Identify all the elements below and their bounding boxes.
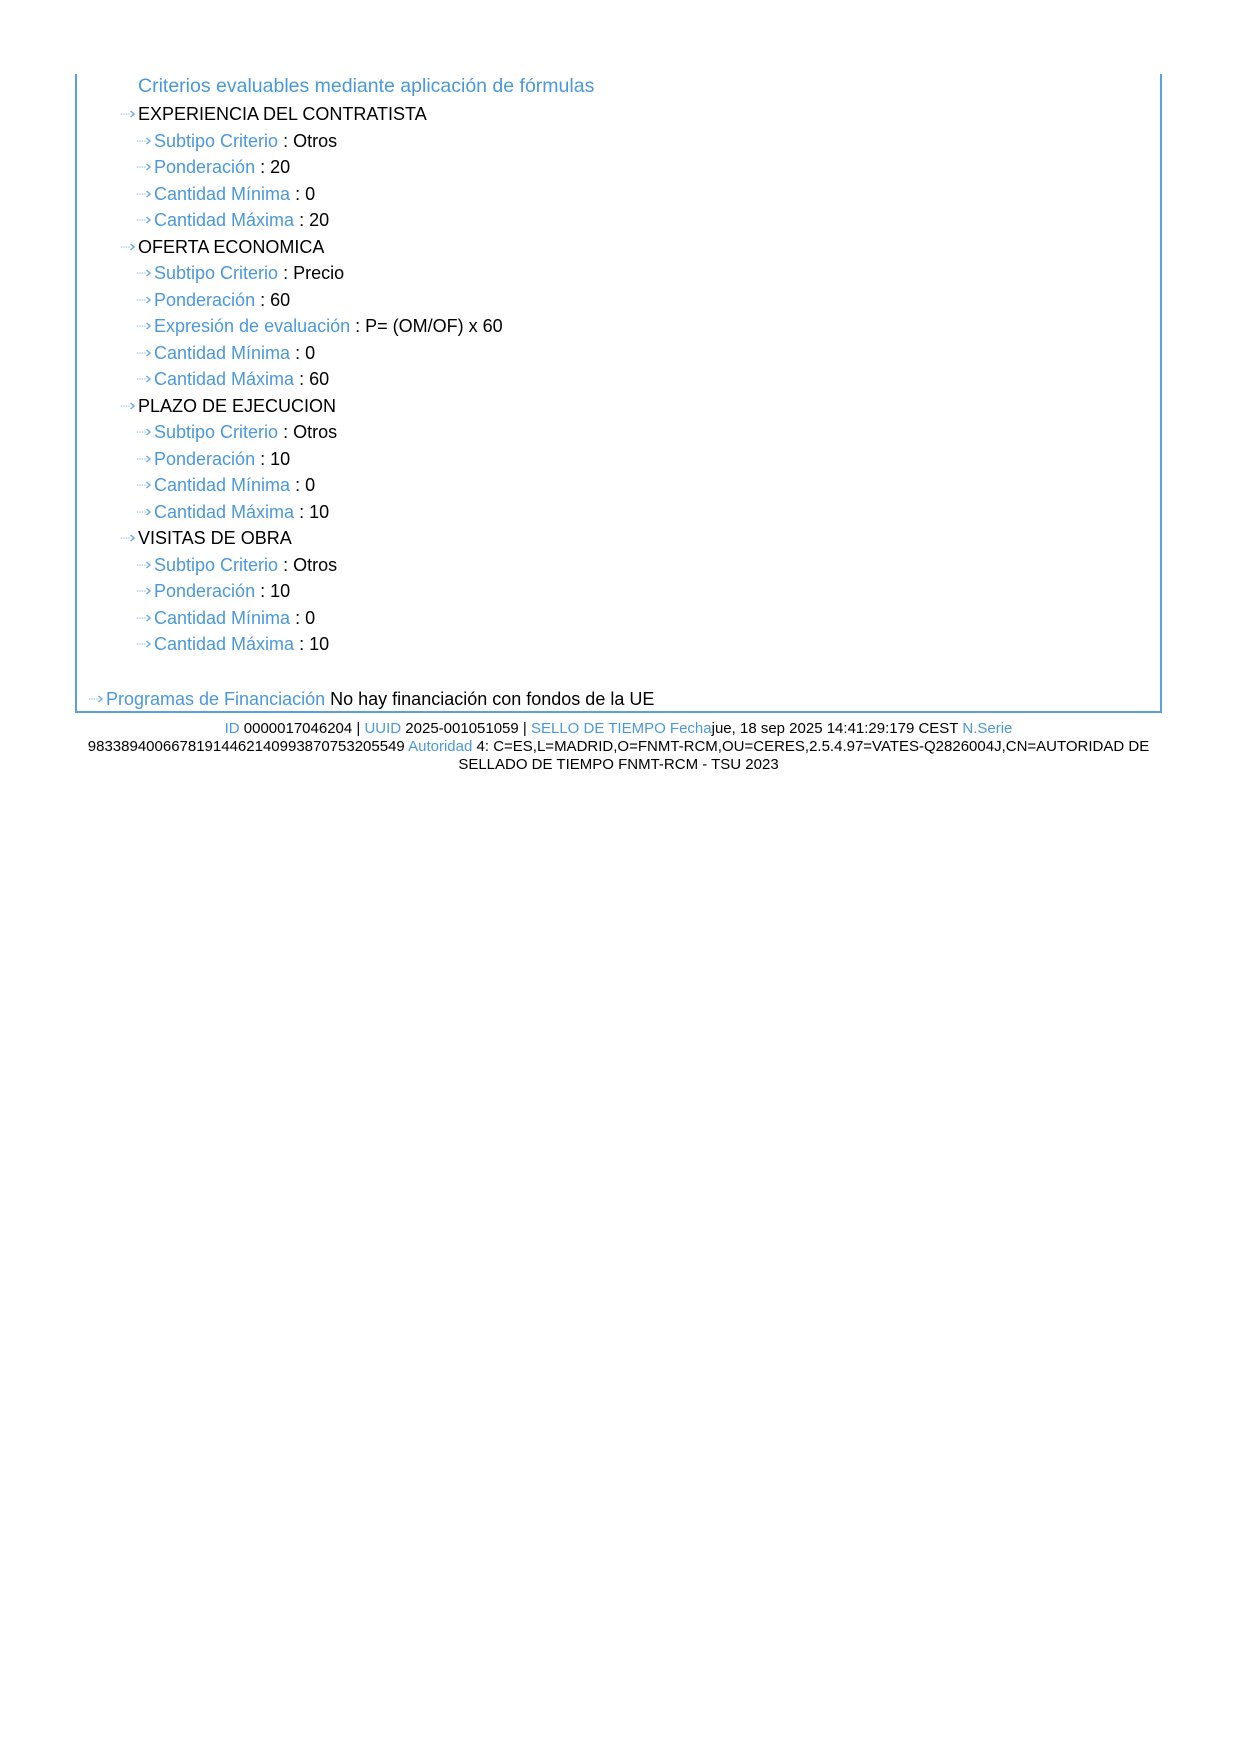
dotted-arrow-icon	[120, 242, 136, 252]
criterion-field	[136, 342, 315, 364]
criterion-field	[136, 421, 337, 443]
criterion-heading	[120, 236, 324, 258]
criterion-field	[136, 607, 315, 629]
timestamp-footer	[75, 720, 1162, 774]
field-value: : 10	[260, 448, 291, 469]
field-label: Cantidad Mínima	[154, 607, 291, 628]
criterion-field	[136, 474, 315, 496]
criterion-field	[136, 130, 337, 152]
dotted-arrow-icon	[136, 321, 152, 331]
dotted-arrow-icon	[136, 507, 152, 517]
dotted-arrow-icon	[136, 348, 152, 358]
field-value: : 10	[260, 581, 291, 601]
criterion-heading	[120, 527, 292, 549]
id-label: ID	[224, 720, 240, 737]
dotted-arrow-icon	[136, 639, 152, 649]
dotted-arrow-icon	[136, 586, 152, 596]
id-value: 0000017046204 |	[243, 720, 361, 737]
dotted-arrow-icon	[136, 454, 152, 464]
criterion-field	[136, 554, 337, 576]
dotted-arrow-icon	[136, 162, 152, 172]
field-value: : 0	[295, 475, 316, 495]
criterion-name: VISITAS DE OBRA	[138, 528, 292, 548]
criterion-field	[136, 209, 329, 231]
field-label: Subtipo Criterio	[154, 422, 279, 442]
criterion-field	[136, 448, 290, 470]
stamp-label: SELLO DE TIEMPO	[530, 720, 666, 737]
field-label: Expresión de evaluación	[154, 316, 351, 336]
field-label: Cantidad Mínima	[154, 475, 291, 495]
criterion-field	[136, 368, 329, 390]
authority-value: 4: C=ES,L=MADRID,O=FNMT-RCM,OU=CERES,2.5.4.97=VATES-Q2826004J,CN=AUTORIDAD DE SELLADO DE TIEMPO FNMT-RCM - TSU 2023	[458, 738, 1150, 773]
dotted-arrow-icon	[136, 189, 152, 199]
criterion-field	[136, 501, 329, 523]
field-value: : Otros	[283, 130, 338, 151]
section-title: Criterios evaluables mediante aplicación de fórmulas	[138, 75, 595, 97]
field-label: Cantidad Máxima	[154, 369, 295, 389]
field-value: : 20	[299, 210, 330, 230]
field-value: : 60	[260, 289, 291, 310]
field-label: Ponderación	[154, 157, 256, 177]
field-value: : P= (OM/OF) x 60	[355, 316, 503, 336]
financing-label: Programas de Financiación	[106, 689, 326, 709]
date-label: Fecha	[669, 720, 712, 737]
field-label: Ponderación	[154, 448, 256, 469]
field-value: : Precio	[283, 263, 345, 283]
serial-value: 983389400667819144621409938707532055​49	[87, 738, 405, 755]
criterion-name: OFERTA ECONOMICA	[138, 236, 325, 257]
dotted-arrow-icon	[136, 613, 152, 623]
dotted-arrow-icon	[136, 136, 152, 146]
financing-value: No hay financiación con fondos de la UE	[330, 689, 655, 709]
field-value: : 60	[299, 369, 330, 389]
dotted-arrow-icon	[136, 560, 152, 570]
dotted-arrow-icon	[136, 480, 152, 490]
dotted-arrow-icon	[136, 268, 152, 278]
field-value: : 0	[295, 183, 316, 204]
uuid-label: UUID	[364, 720, 402, 737]
criterion-heading	[120, 103, 427, 125]
field-value: : 10	[299, 634, 330, 654]
field-label: Cantidad Mínima	[154, 342, 291, 363]
authority-label: Autoridad	[408, 738, 473, 755]
criterion-field	[136, 289, 290, 311]
field-value: : 0	[295, 342, 316, 363]
date-value: jue, 18 sep 2025 14:41:29:179 CEST	[711, 720, 959, 737]
field-label: Subtipo Criterio	[154, 130, 279, 151]
field-value: : Otros	[283, 422, 338, 442]
dotted-arrow-icon	[120, 533, 136, 543]
dotted-arrow-icon	[136, 427, 152, 437]
dotted-arrow-icon	[136, 295, 152, 305]
field-value: : 20	[260, 157, 291, 177]
field-label: Subtipo Criterio	[154, 554, 279, 575]
criterion-field	[136, 580, 290, 602]
field-label: Ponderación	[154, 581, 256, 601]
field-label: Cantidad Mínima	[154, 183, 291, 204]
criterion-name: PLAZO DE EJECUCION	[138, 395, 337, 416]
field-label: Subtipo Criterio	[154, 263, 279, 283]
criterion-field	[136, 183, 315, 205]
field-value: : 0	[295, 607, 316, 628]
criterion-field	[136, 633, 329, 655]
field-label: Ponderación	[154, 289, 256, 310]
dotted-arrow-icon	[136, 374, 152, 384]
field-value: : Otros	[283, 554, 338, 575]
field-value: : 10	[299, 501, 330, 522]
dotted-arrow-icon	[88, 694, 104, 704]
field-label: Cantidad Máxima	[154, 501, 295, 522]
criterion-name: EXPERIENCIA DEL CONTRATISTA	[138, 104, 427, 124]
criterion-heading	[120, 395, 336, 417]
dotted-arrow-icon	[120, 109, 136, 119]
dotted-arrow-icon	[120, 401, 136, 411]
serial-label: N.Serie	[962, 720, 1013, 737]
dotted-arrow-icon	[136, 215, 152, 225]
criterion-field	[136, 315, 503, 337]
criterion-field	[136, 156, 290, 178]
financing-row	[88, 688, 654, 710]
criterion-field	[136, 262, 344, 284]
uuid-value: 2025-001051059 |	[405, 720, 527, 737]
field-label: Cantidad Máxima	[154, 634, 295, 654]
field-label: Cantidad Máxima	[154, 210, 295, 230]
